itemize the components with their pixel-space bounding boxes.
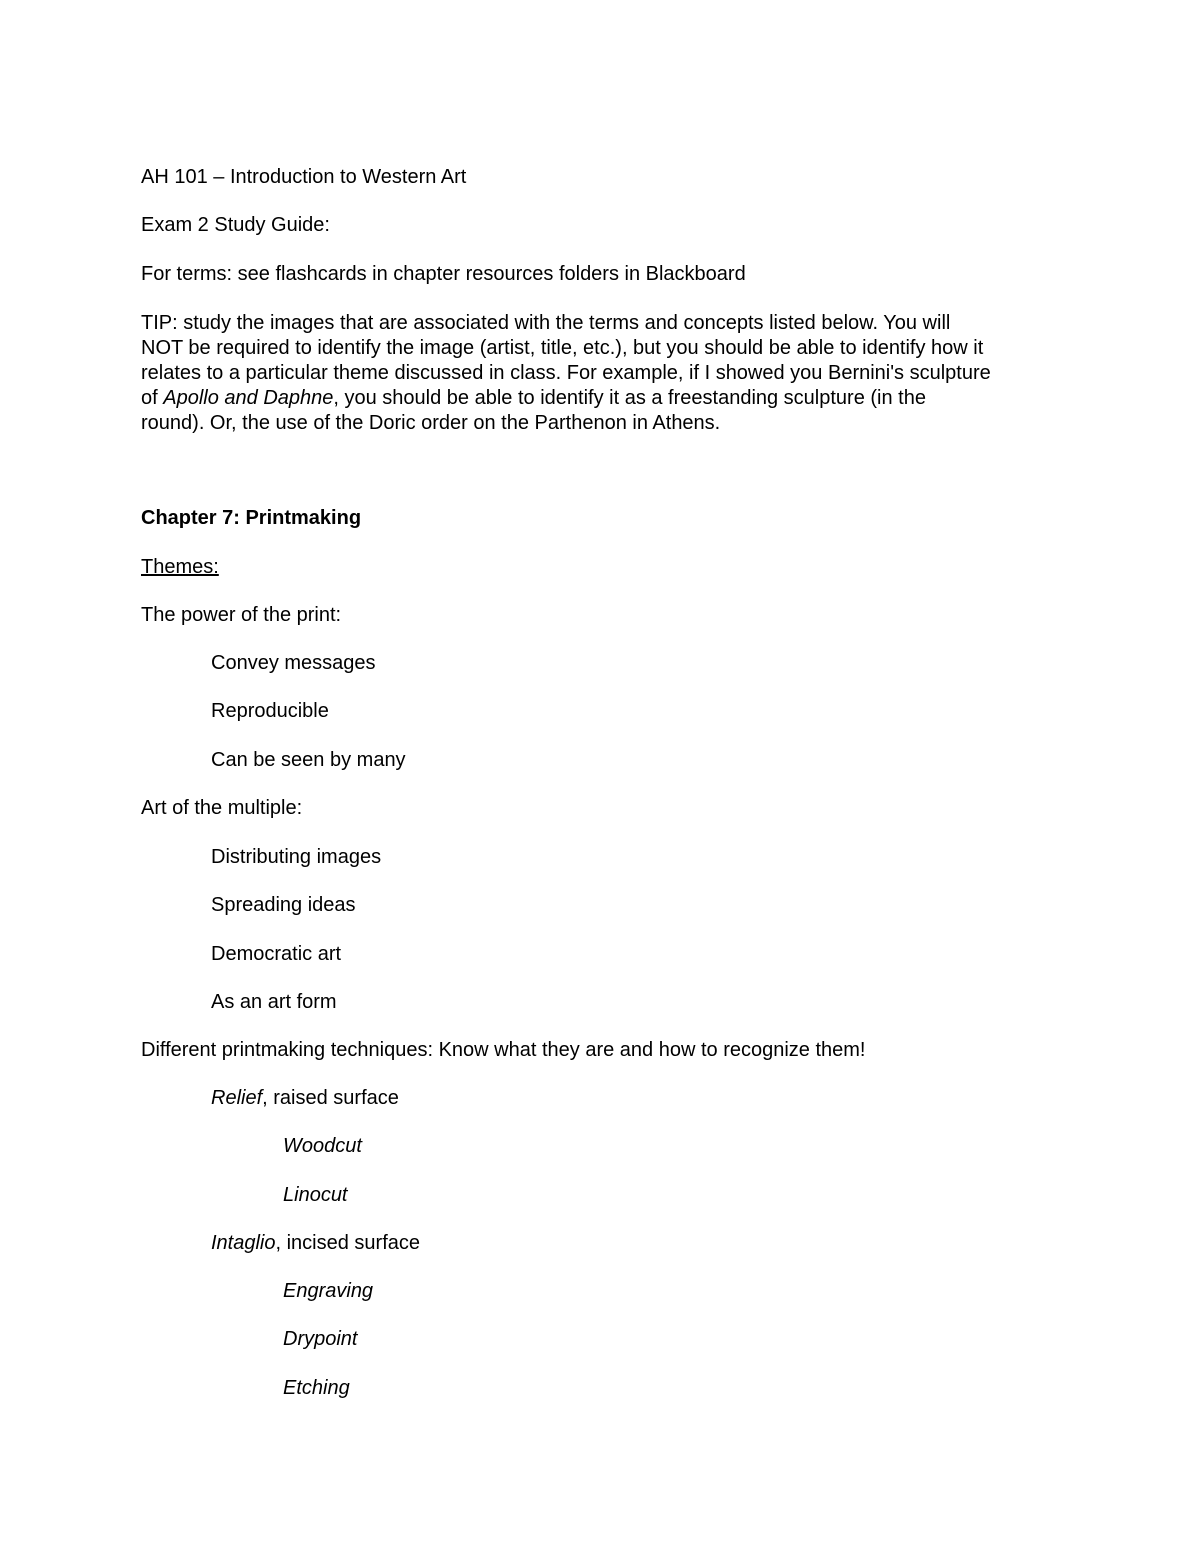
themes-label: Themes: — [141, 556, 219, 578]
technique-name: Woodcut — [283, 1135, 362, 1157]
technique-name: Linocut — [283, 1184, 348, 1206]
list-item: Reproducible — [211, 700, 329, 722]
tip-line-4 — [141, 386, 1081, 411]
list-item — [283, 1279, 373, 1304]
list-item — [283, 1327, 357, 1352]
intaglio-term: Intaglio — [211, 1232, 276, 1254]
power-heading: The power of the print: — [141, 604, 342, 626]
intaglio-desc: , incised surface — [275, 1232, 421, 1254]
tip-line-1: TIP: study the images that are associated with the terms and concepts listed below. You will — [141, 312, 951, 334]
list-item: As an art form — [211, 991, 337, 1013]
list-item: Distributing images — [211, 846, 382, 868]
artwork-title: Apollo and Daphne — [163, 387, 334, 409]
multiple-heading: Art of the multiple: — [141, 797, 303, 819]
tip-line-4-prefix: of — [141, 387, 164, 409]
course-title: AH 101 – Introduction to Western Art — [141, 166, 467, 188]
list-item — [283, 1183, 348, 1208]
intaglio-entry — [211, 1231, 420, 1256]
tip-line-5: round). Or, the use of the Doric order on the Parthenon in Athens. — [141, 412, 721, 434]
list-item: Can be seen by many — [211, 749, 406, 771]
list-item — [283, 1376, 350, 1401]
list-item: Democratic art — [211, 943, 342, 965]
relief-entry — [211, 1086, 399, 1111]
tip-line-3: relates to a particular theme discussed in class. For example, if I showed you Bernini's sculpture — [141, 362, 991, 384]
guide-title: Exam 2 Study Guide: — [141, 214, 330, 236]
technique-name: Drypoint — [283, 1328, 358, 1350]
relief-term: Relief — [211, 1087, 263, 1109]
terms-note: For terms: see flashcards in chapter resources folders in Blackboard — [141, 263, 746, 285]
tip-paragraph — [141, 311, 1081, 436]
list-item: Convey messages — [211, 652, 376, 674]
list-item: Spreading ideas — [211, 894, 356, 916]
technique-name: Etching — [283, 1377, 350, 1399]
chapter-title: Chapter 7: Printmaking — [141, 507, 362, 529]
technique-name: Engraving — [283, 1280, 374, 1302]
techniques-heading: Different printmaking techniques: Know what they are and how to recognize them! — [141, 1039, 866, 1061]
tip-line-2: NOT be required to identify the image (artist, title, etc.), but you should be able to identify how it — [141, 337, 984, 359]
list-item — [283, 1134, 362, 1159]
relief-desc: , raised surface — [262, 1087, 399, 1109]
tip-line-4-suffix: , you should be able to identify it as a freestanding sculpture (in the — [333, 387, 926, 409]
